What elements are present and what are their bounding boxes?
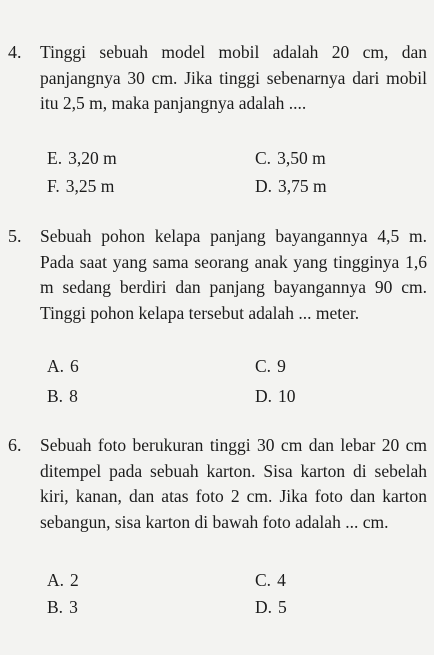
option-value: 2	[70, 570, 79, 590]
option-letter: D.	[255, 176, 273, 196]
option-c[interactable]	[255, 355, 286, 377]
option-a[interactable]	[47, 355, 79, 377]
question-number: 4.	[8, 42, 22, 62]
option-c[interactable]	[255, 147, 326, 169]
question-text: Sebuah pohon kelapa panjang bayangannya 4,5 m. Pada saat yang sama seorang anak yang tingginya 1,6 m sedang berdiri dan panjang bayangannya 90 cm. Tinggi pohon kelapa tersebut adalah ... meter.	[40, 226, 427, 323]
option-value: 3,50 m	[277, 148, 326, 168]
option-value: 10	[278, 386, 296, 406]
option-letter: B.	[47, 597, 64, 617]
option-e[interactable]	[47, 147, 117, 169]
option-d[interactable]	[255, 385, 296, 407]
option-f[interactable]	[47, 175, 114, 197]
option-value: 3,75 m	[278, 176, 327, 196]
question-number: 6.	[8, 435, 22, 455]
option-b[interactable]	[47, 596, 78, 618]
option-letter: B.	[47, 386, 64, 406]
option-value: 9	[277, 356, 286, 376]
option-d[interactable]	[255, 175, 327, 197]
option-letter: E.	[47, 148, 63, 168]
option-letter: A.	[47, 570, 65, 590]
option-value: 6	[70, 356, 79, 376]
option-letter: D.	[255, 386, 273, 406]
question-text: Tinggi sebuah model mobil adalah 20 cm, dan panjangnya 30 cm. Jika tinggi sebenarnya dari mobil itu 2,5 m, maka panjangnya adalah ....	[40, 42, 427, 113]
option-d[interactable]	[255, 596, 287, 618]
option-letter: F.	[47, 176, 60, 196]
option-value: 8	[69, 386, 78, 406]
option-value: 5	[278, 597, 287, 617]
question-number: 5.	[8, 226, 22, 246]
option-letter: C.	[255, 148, 272, 168]
option-b[interactable]	[47, 385, 78, 407]
option-letter: A.	[47, 356, 65, 376]
option-letter: C.	[255, 356, 272, 376]
option-value: 4	[277, 570, 286, 590]
option-c[interactable]	[255, 569, 286, 591]
option-letter: D.	[255, 597, 273, 617]
option-value: 3,20 m	[68, 148, 117, 168]
option-value: 3,25 m	[65, 176, 115, 196]
option-letter: C.	[255, 570, 272, 590]
question-text: Sebuah foto berukuran tinggi 30 cm dan lebar 20 cm ditempel pada sebuah karton. Sisa karton di sebelah kiri, kanan, dan atas foto 2 cm. Jika foto dan karton sebangun, sisa karton di bawah foto adalah ... cm.	[40, 435, 427, 532]
option-a[interactable]	[47, 569, 79, 591]
option-value: 3	[69, 597, 78, 617]
